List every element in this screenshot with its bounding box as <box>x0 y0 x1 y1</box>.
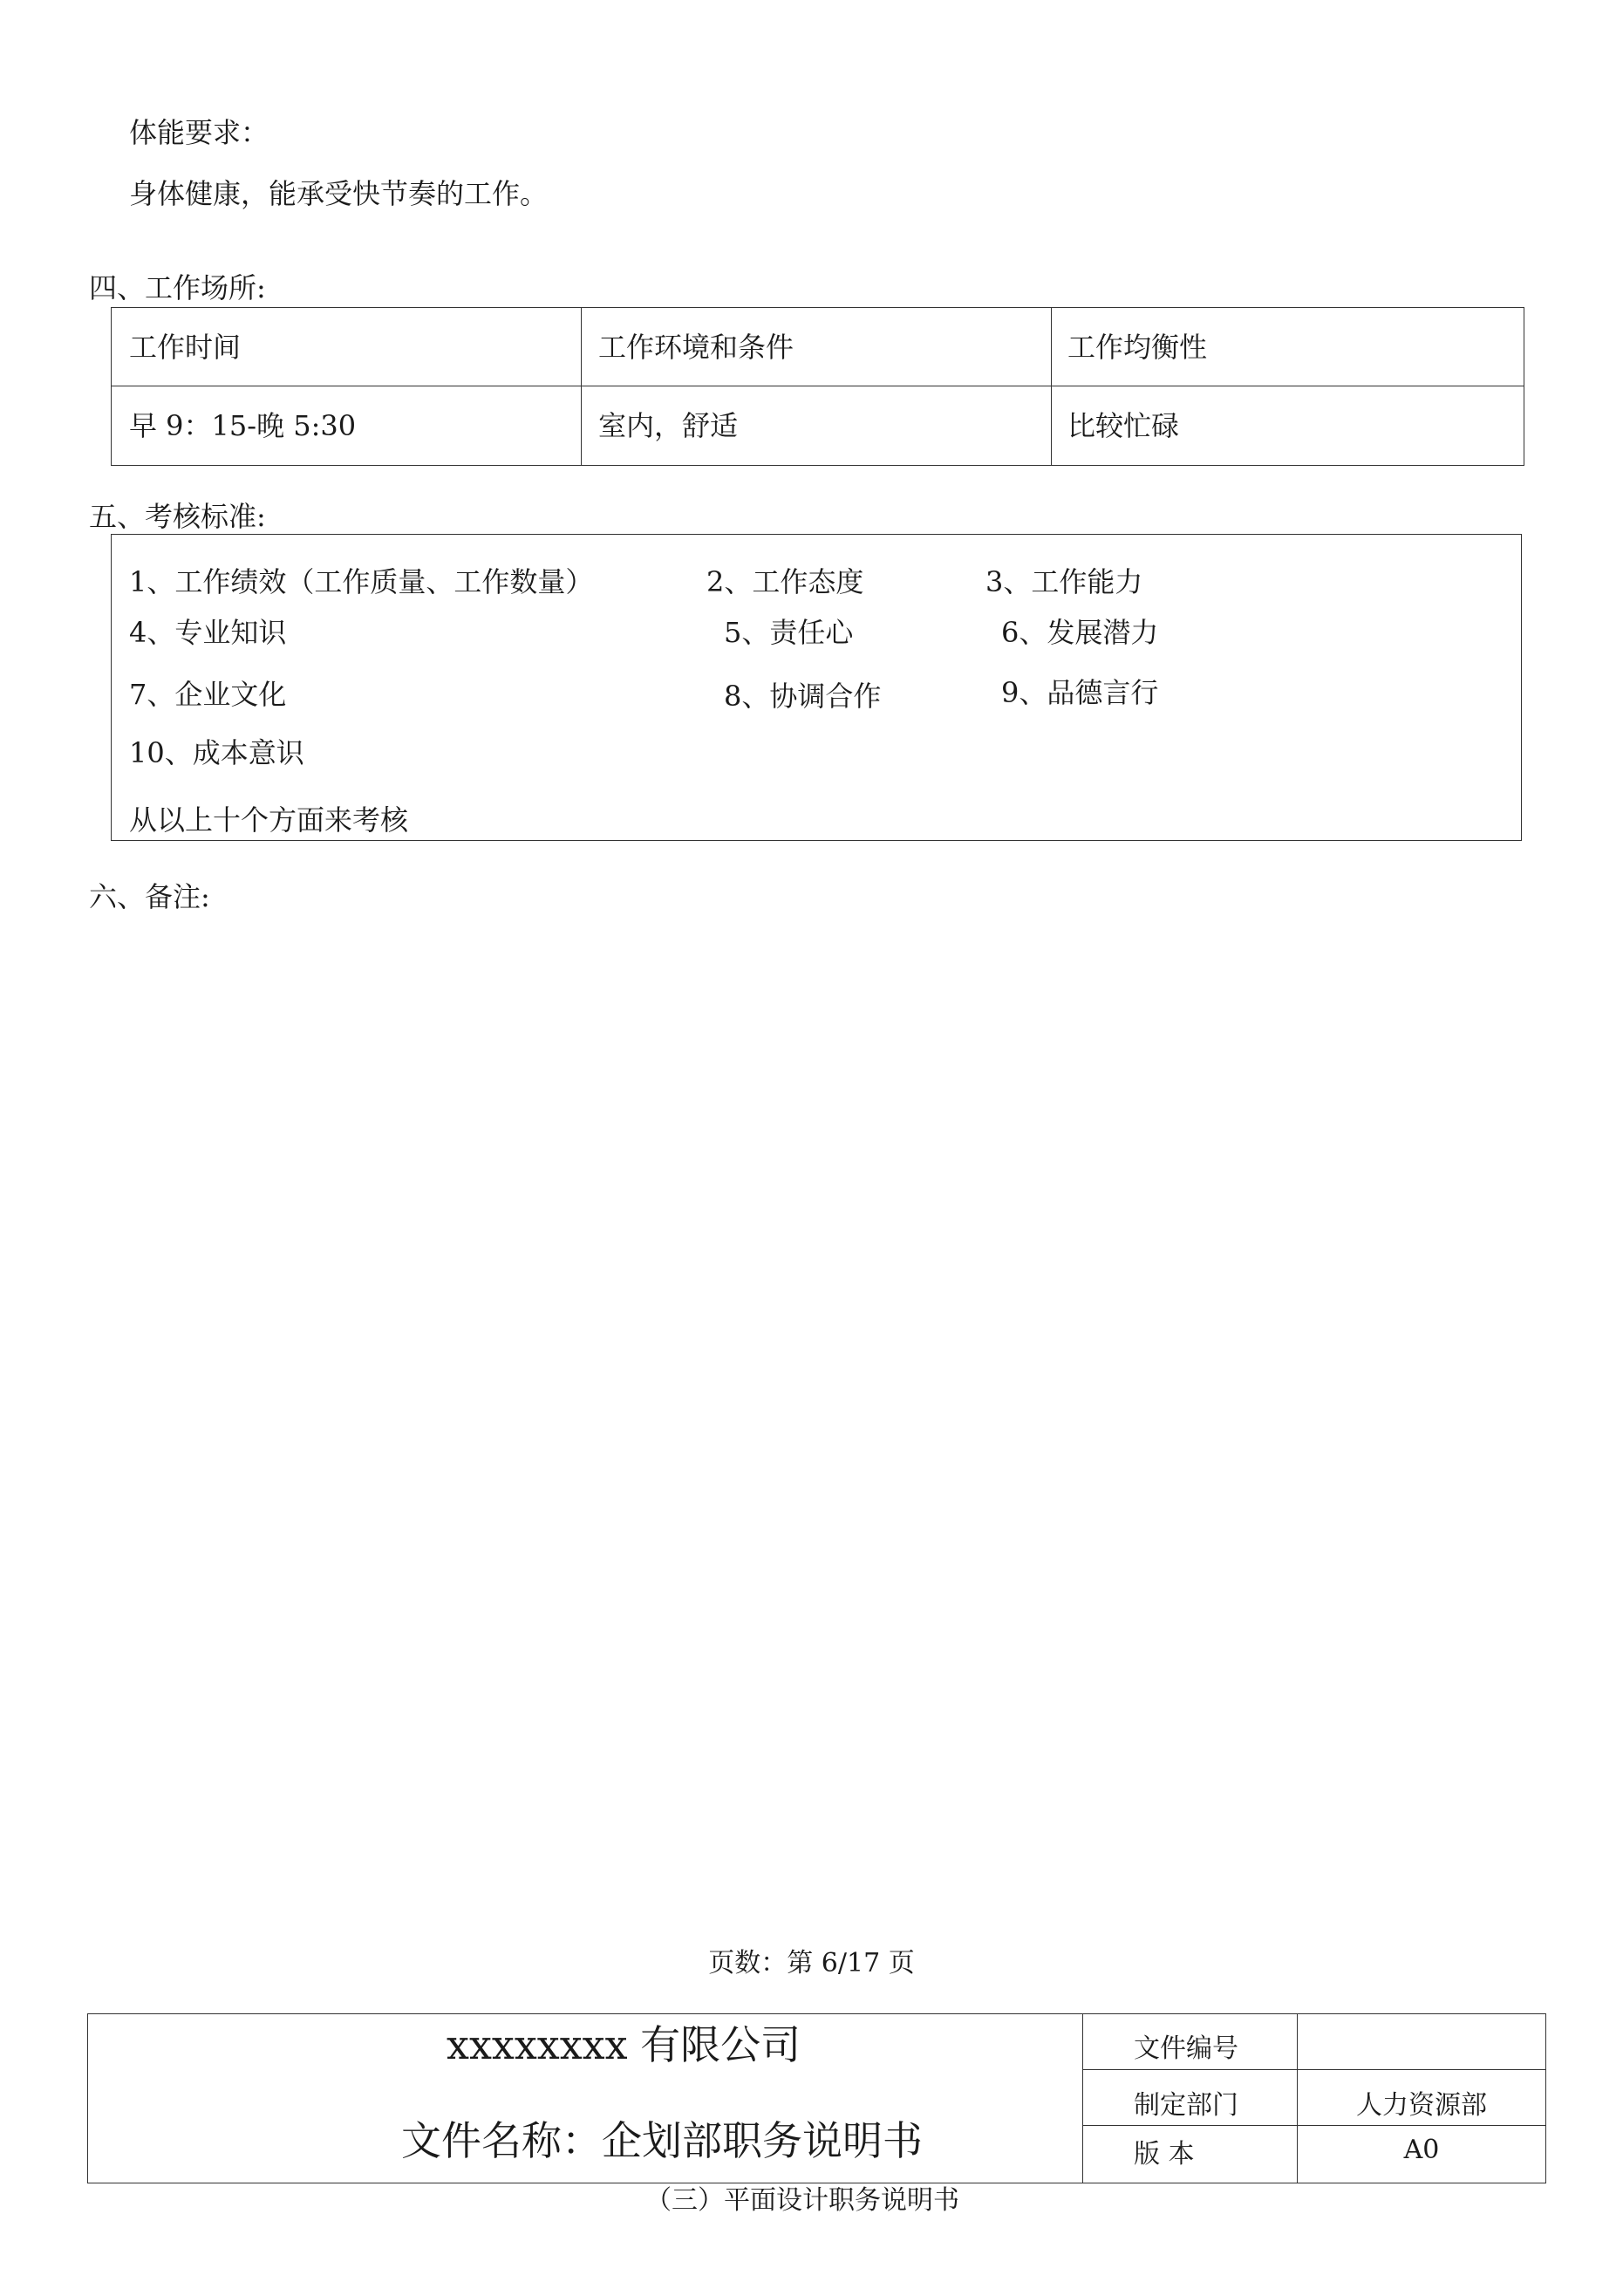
assessment-item-1: 1、工作绩效（工作质量、工作数量） <box>129 565 594 598</box>
physical-text: 身体健康，能承受快节奏的工作。 <box>129 177 549 210</box>
assessment-item-10: 10、成本意识 <box>129 736 304 769</box>
header-work-environment: 工作环境和条件 <box>598 331 794 364</box>
assessment-item-2: 2、工作态度 <box>706 565 864 598</box>
section6-heading: 六、备注: <box>89 880 210 913</box>
assessment-item-5: 5、责任心 <box>724 616 854 649</box>
assessment-item-8: 8、协调合作 <box>724 680 882 713</box>
value-version: A0 <box>1403 2135 1440 2165</box>
value-department: 人力资源部 <box>1356 2090 1487 2121</box>
assessment-item-4: 4、专业知识 <box>129 616 287 649</box>
section5-heading: 五、考核标准: <box>89 500 266 533</box>
header-work-time: 工作时间 <box>129 331 242 364</box>
assessment-item-3: 3、工作能力 <box>985 565 1143 598</box>
section4-heading: 四、工作场所: <box>89 271 266 304</box>
assessment-item-7: 7、企业文化 <box>129 678 287 711</box>
assessment-item-9: 9、品德言行 <box>1001 676 1159 709</box>
next-section-title: （三）平面设计职务说明书 <box>645 2185 959 2216</box>
value-work-environment: 室内，舒适 <box>598 409 739 442</box>
label-document-number: 文件编号 <box>1134 2033 1238 2064</box>
value-work-time: 早 9：15-晚 5:30 <box>129 409 357 442</box>
value-work-balance: 比较忙碌 <box>1067 409 1180 442</box>
label-version: 版 本 <box>1134 2139 1195 2170</box>
assessment-item-6: 6、发展潜力 <box>1001 616 1159 649</box>
physical-heading: 体能要求： <box>129 116 269 149</box>
document-name: 文件名称：企划部职务说明书 <box>401 2117 923 2164</box>
label-department: 制定部门 <box>1134 2090 1238 2121</box>
header-work-balance: 工作均衡性 <box>1067 331 1208 364</box>
assessment-summary: 从以上十个方面来考核 <box>129 803 409 837</box>
page-number: 页数：第 6/17 页 <box>708 1948 915 1978</box>
company-name: xxxxxxxx 有限公司 <box>447 2021 801 2068</box>
